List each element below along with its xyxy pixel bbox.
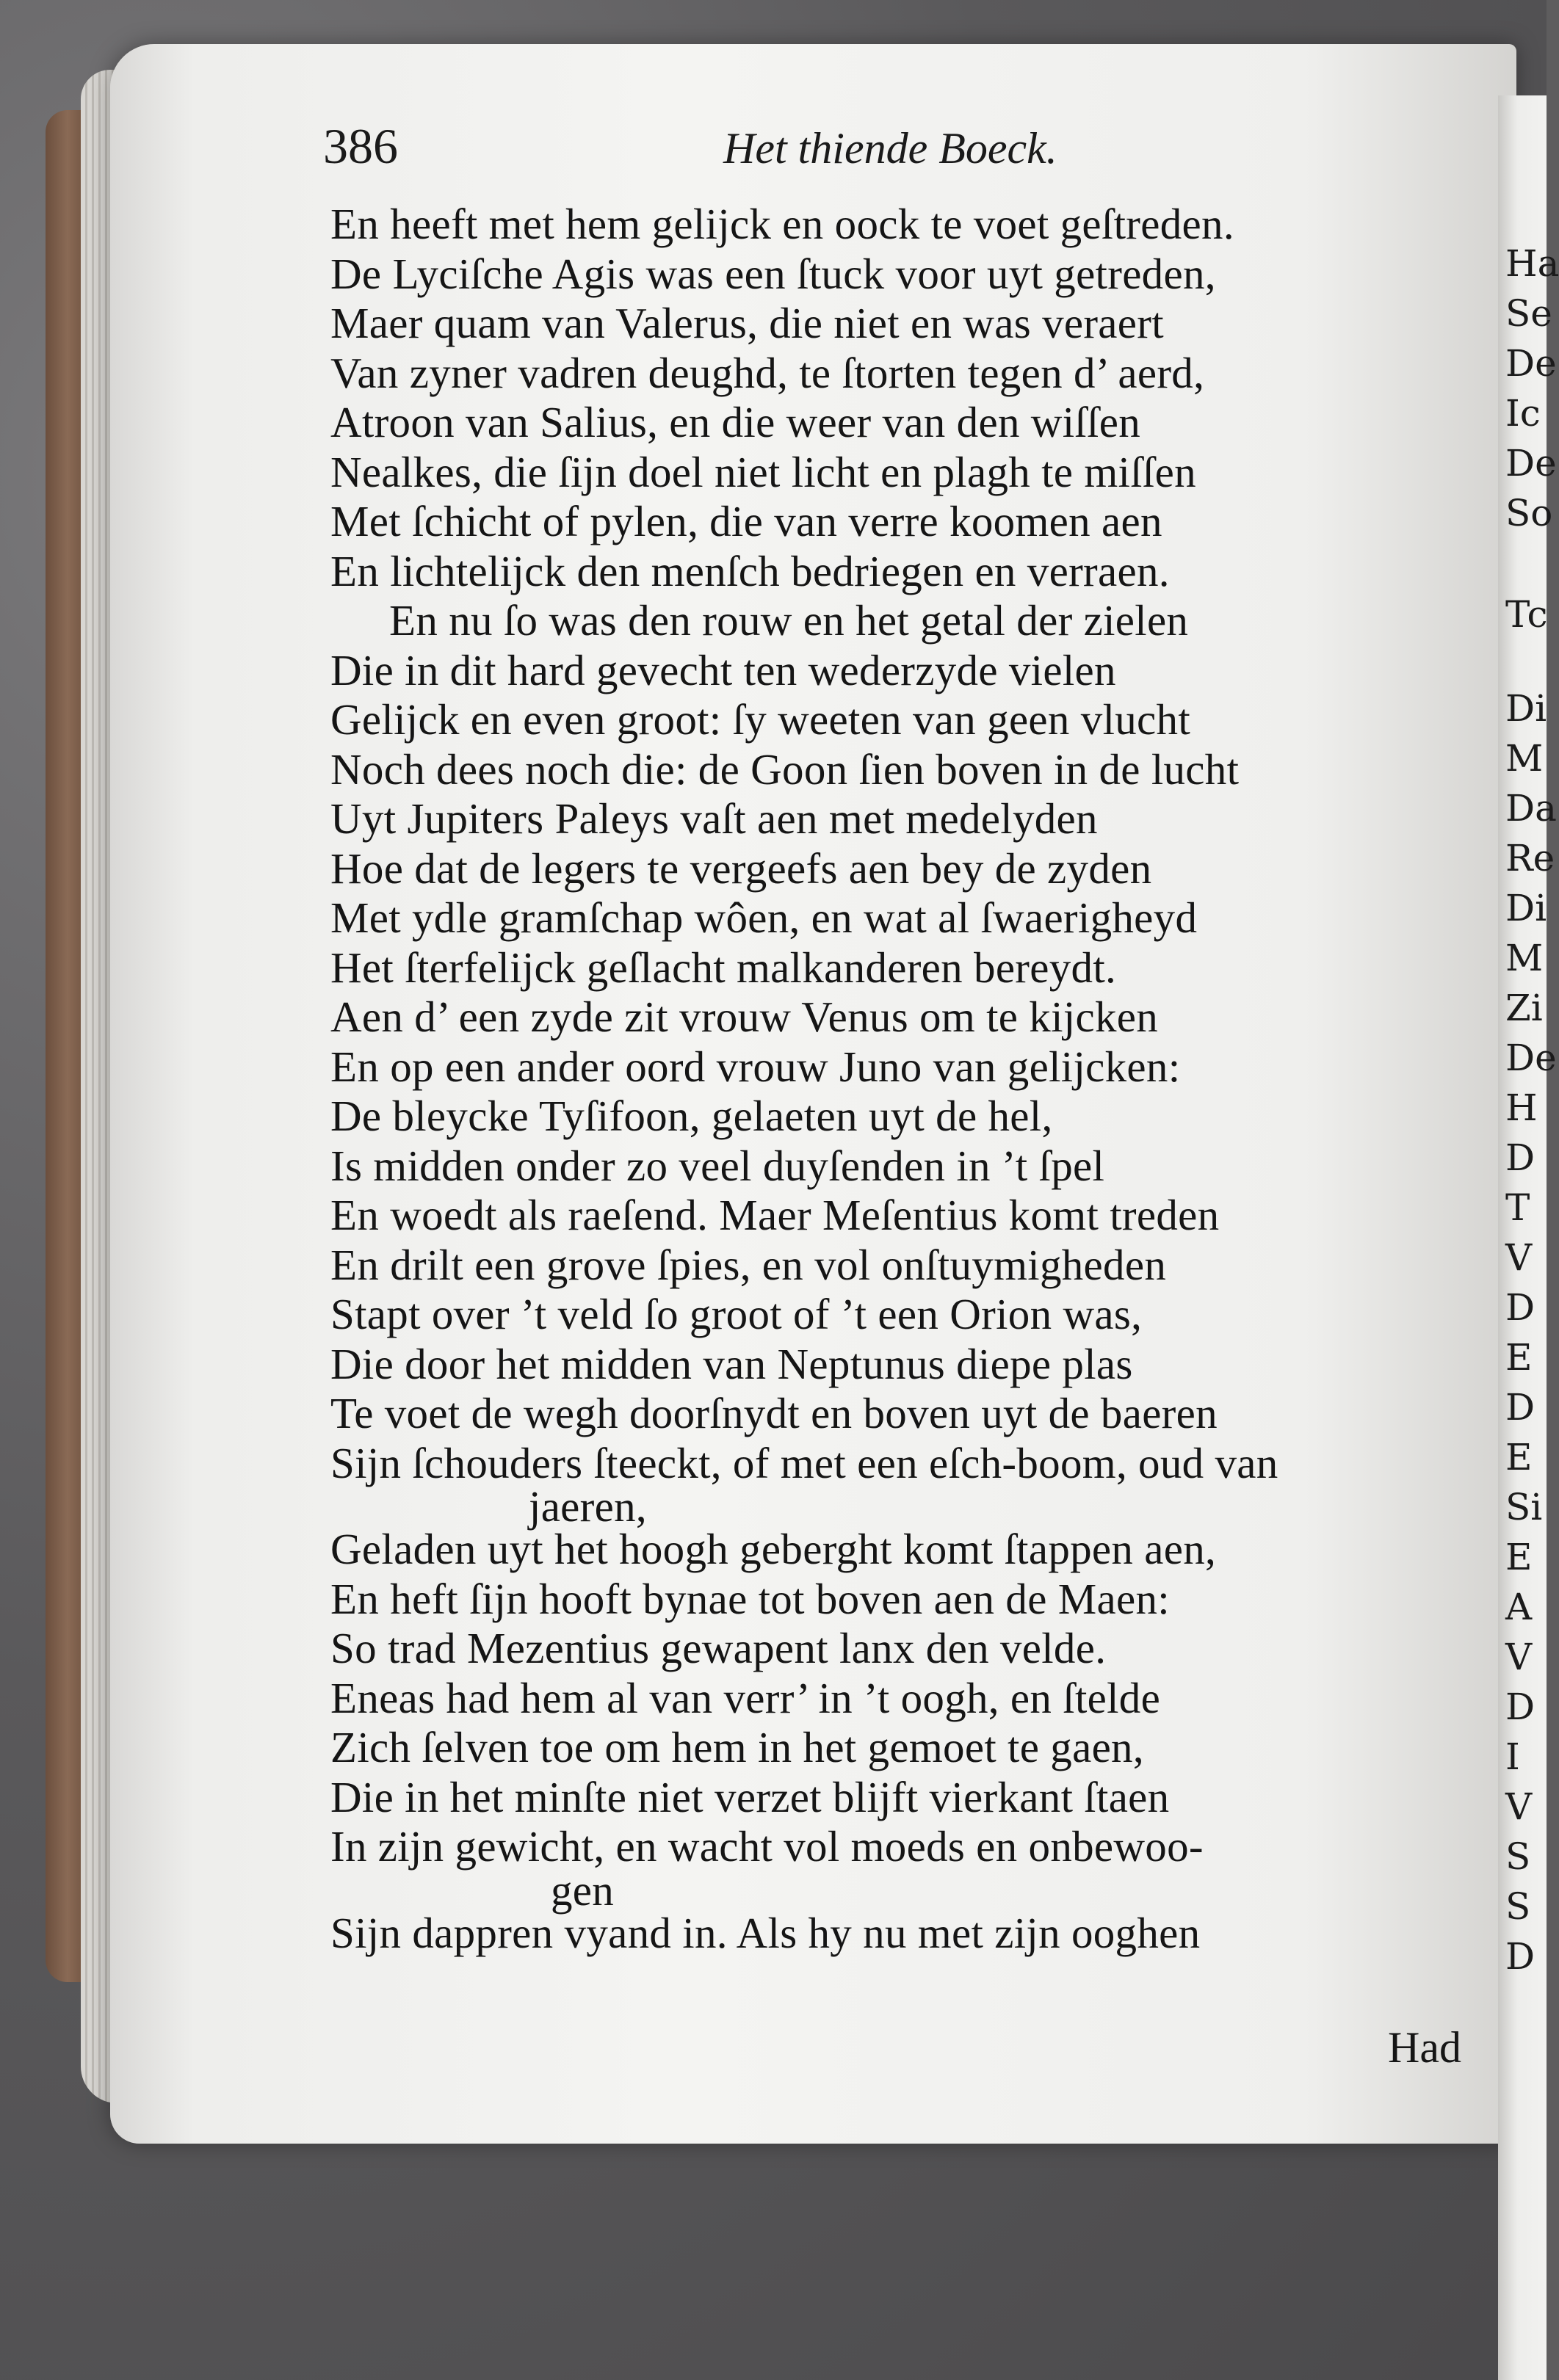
facing-page-fragment: Ic (1505, 392, 1541, 435)
verse-line: Gelijck en even groot: ſy weeten van geen vlucht (330, 695, 1191, 744)
verse-line: Die door het midden van Neptunus diepe plas (330, 1339, 1133, 1388)
verse-text (330, 200, 1491, 1958)
facing-page-fragment: T (1505, 1186, 1530, 1229)
facing-page-fragment: S (1505, 1835, 1531, 1878)
facing-page-fragment: De (1505, 1037, 1557, 1079)
facing-page-fragment: Zi (1505, 987, 1543, 1029)
facing-page-fragment: De (1505, 442, 1557, 485)
facing-page-fragment: Di (1505, 887, 1547, 929)
facing-page-fragment: D (1505, 1386, 1536, 1429)
verse-line: En nu ſo was den rouw en het getal der zielen (389, 596, 1189, 645)
facing-page-fragment: Re (1505, 837, 1555, 879)
verse-line-continuation: jaeren, (529, 1482, 647, 1531)
verse-line: Die in het minſte niet verzet blijft vierkant ſtaen (330, 1772, 1170, 1821)
verse-line: Geladen uyt het hoogh geberght komt ſtappen aen, (330, 1525, 1217, 1573)
verse-line: Nealkes, die ſijn doel niet licht en plagh te miſſen (330, 447, 1196, 496)
verse-line: Maer quam van Valerus, die niet en was veraert (330, 299, 1164, 347)
page-number: 386 (323, 118, 398, 174)
facing-page-fragment: V (1505, 1236, 1533, 1279)
facing-page-fragment: Tc (1505, 593, 1548, 636)
facing-page (1498, 95, 1559, 2380)
verse-line: Sijn dappren vyand in. Als hy nu met zijn ooghen (330, 1908, 1201, 1957)
facing-page-fragment: Ha (1505, 242, 1559, 285)
verse-line: Die in dit hard gevecht ten wederzyde vielen (330, 645, 1116, 694)
verse-line: En op een ander oord vrouw Juno van gelijcken: (330, 1042, 1181, 1091)
facing-page-fragment: Se (1505, 292, 1552, 335)
facing-page-fragment: V (1505, 1636, 1533, 1678)
verse-line: Met ſchicht of pylen, die van verre koomen aen (330, 497, 1162, 545)
verse-line-continuation: gen (551, 1865, 615, 1915)
verse-line: Hoe dat de legers te vergeefs aen bey de zyden (330, 843, 1152, 893)
facing-page-fragment: A (1505, 1586, 1533, 1628)
running-title: Het thiende Boeck. (723, 124, 1057, 173)
facing-page-fragment: I (1505, 1735, 1520, 1778)
verse-line: Stapt over ’t veld ſo groot of ’t een Orion was, (330, 1290, 1143, 1338)
verse-line: Het ſterfelijck geſlacht malkanderen bereydt. (330, 943, 1117, 992)
verse-line: Is midden onder zo veel duyſenden in ’t ſpel (330, 1141, 1105, 1190)
facing-page-fragment: S (1505, 1885, 1531, 1928)
verse-line: De Lyciſche Agis was een ſtuck voor uyt getreden, (330, 249, 1216, 298)
facing-page-fragment: Di (1505, 687, 1547, 730)
facing-page-fragment: M (1505, 737, 1544, 780)
facing-page-fragment: D (1505, 1935, 1536, 1978)
facing-page-fragment: E (1505, 1436, 1533, 1479)
facing-page-fragment: E (1505, 1336, 1533, 1379)
page-header (0, 117, 1547, 198)
verse-line: In zijn gewicht, en wacht vol moeds en onbewoo- (330, 1822, 1204, 1871)
verse-line: Eneas had hem al van verr’ in ’t oogh, en ſtelde (330, 1673, 1161, 1722)
verse-line: Aen d’ een zyde zit vrouw Venus om te kijcken (330, 993, 1159, 1041)
facing-page-fragment: Si (1505, 1486, 1543, 1528)
verse-line: En heft ſijn hooft bynae tot boven aen de Maen: (330, 1574, 1170, 1623)
facing-page-fragment: Da (1505, 787, 1557, 830)
facing-page-fragment: H (1505, 1086, 1538, 1129)
verse-line: De bleycke Tyſifoon, gelaeten uyt de hel, (330, 1092, 1053, 1140)
facing-page-fragment: So (1505, 492, 1553, 534)
verse-line: Noch dees noch die: de Goon ſien boven in de lucht (330, 744, 1240, 794)
verse-line: Met ydle gramſchap wôen, en wat al ſwaerigheyd (330, 893, 1198, 942)
verse-line: En heeft met hem gelijck en oock te voet geſtreden. (330, 200, 1234, 248)
facing-page-fragment: D (1505, 1686, 1536, 1728)
verse-line: Te voet de wegh doorſnydt en boven uyt de baeren (330, 1389, 1218, 1437)
facing-page-fragment: E (1505, 1536, 1533, 1578)
facing-page-fragment: M (1505, 937, 1544, 979)
verse-line: Sijn ſchouders ſteeckt, of met een eſch-boom, oud van (330, 1438, 1278, 1487)
verse-line: En woedt als raeſend. Maer Meſentius komt treden (330, 1191, 1220, 1239)
facing-page-fragment: D (1505, 1136, 1536, 1179)
verse-line: Uyt Jupiters Paleys vaſt aen met medelyden (330, 794, 1098, 843)
facing-page-fragment: De (1505, 342, 1557, 385)
verse-line: Zich ſelven toe om hem in het gemoet te gaen, (330, 1723, 1144, 1771)
catchword: Had (1388, 2023, 1461, 2072)
verse-line: Atroon van Salius, en die weer van den wiſſen (330, 398, 1141, 446)
verse-line: En lichtelijck den menſch bedriegen en verraen. (330, 546, 1170, 595)
facing-page-fragment: V (1505, 1785, 1533, 1828)
verse-line: Van zyner vadren deughd, te ſtorten tegen d’ aerd, (330, 348, 1205, 397)
verse-line: En drilt een grove ſpies, en vol onſtuymigheden (330, 1240, 1167, 1289)
verse-line: So trad Mezentius gewapent lanx den velde. (330, 1624, 1107, 1672)
facing-page-fragment: D (1505, 1286, 1536, 1329)
